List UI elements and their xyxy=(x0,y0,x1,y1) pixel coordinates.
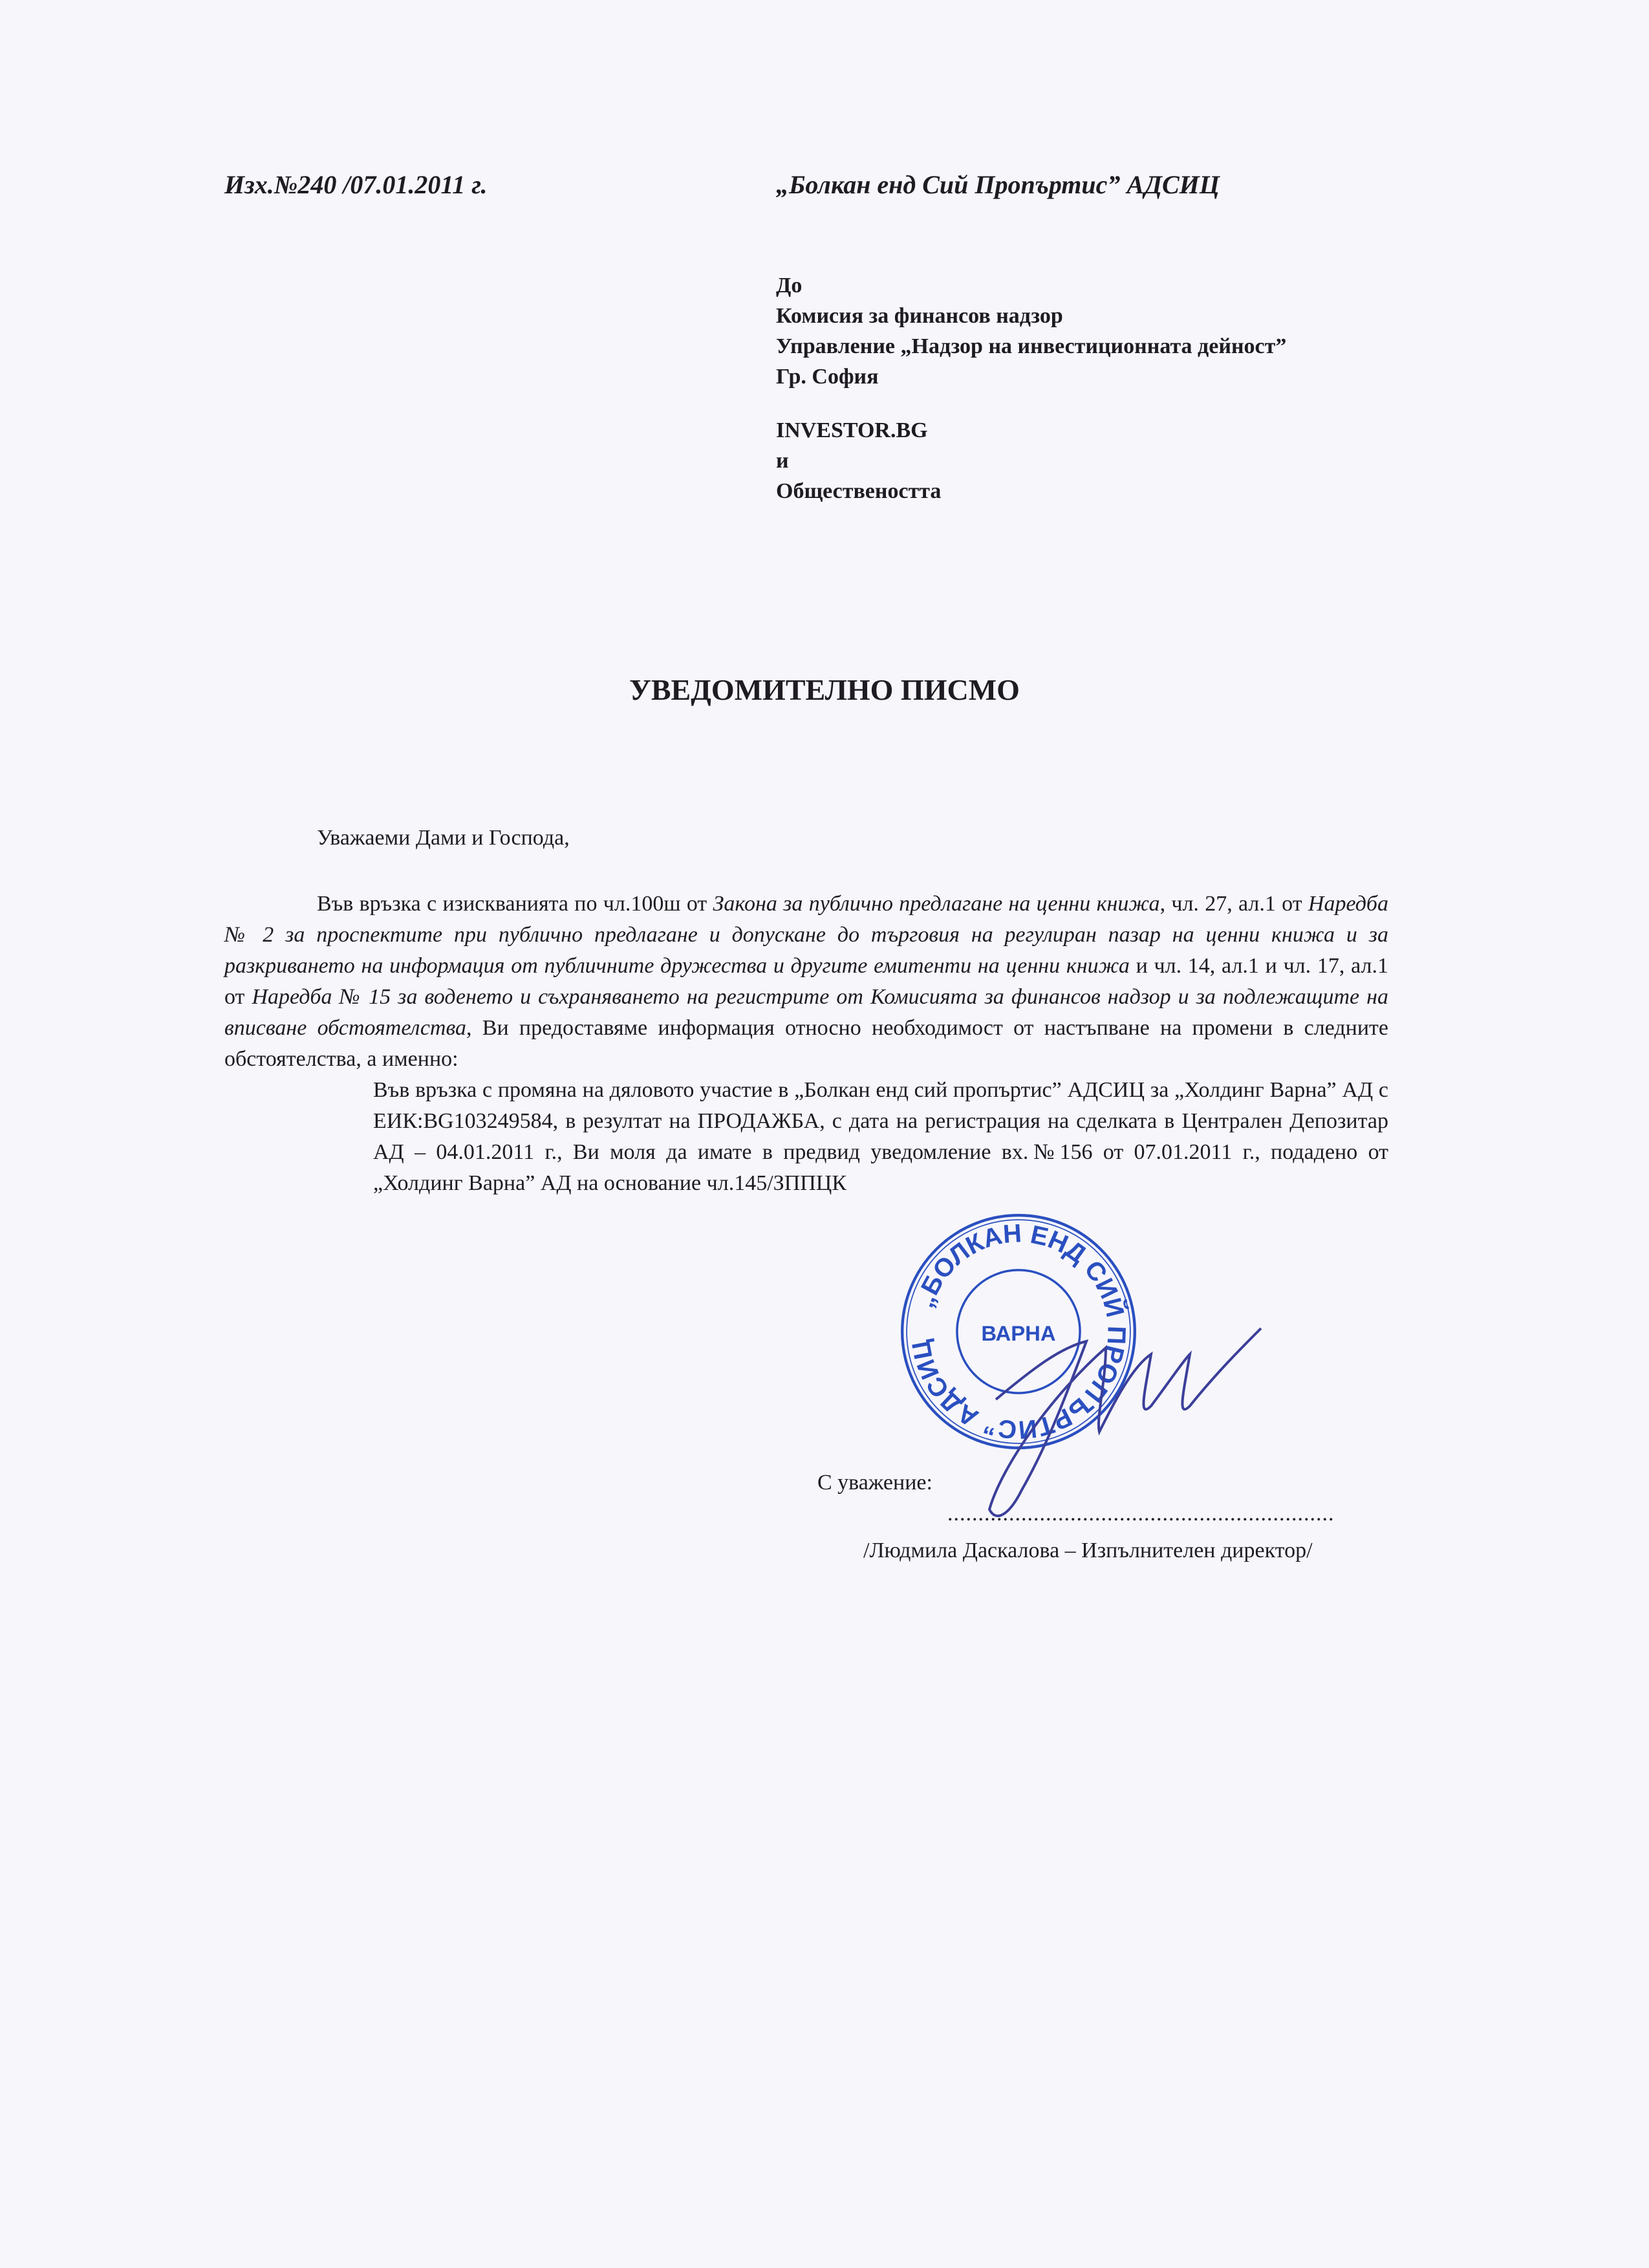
recipient-line: INVESTOR.BG xyxy=(776,418,928,442)
paragraph-text: и чл. 14, ал.1 и чл. 17, ал.1 от xyxy=(224,954,1388,1009)
recipient-block-2 xyxy=(776,415,941,506)
cited-regulation: Наредба № 2 за проспектите при публично предлагане и допускане до търговия на регулиран пазар на ценни книжа и за разкриването на информация от публичните дружества и другите емитенти на ценни книжа xyxy=(224,892,1388,978)
recipient-line: и xyxy=(776,449,789,473)
recipient-line: Управление „Надзор на инвестиционната дейност” xyxy=(776,334,1287,358)
company-name: „Болкан енд Сий Пропъртис” АДСИЦ xyxy=(776,170,1220,199)
notice-paragraph: Във връзка с промяна на дяловото участие в „Болкан енд сий пропъртис” АДСИЦ за „Холдинг Варна” АД с ЕИК:BG103249584, в резултат на ПРОДАЖБА, с дата на регистрация на сделката в Централен Депозитар АД – 04.01.2011 г., Ви моля да имате в предвид уведомление вх.№156 от 07.01.2011 г., подадено от „Холдинг Варна” АД на основание чл.145/ЗППЦК xyxy=(373,1078,1388,1195)
paragraph-text: Във връзка с изискванията по чл.100ш от xyxy=(317,892,713,916)
signatory: /Людмила Даскалова – Изпълнителен директор/ xyxy=(863,1539,1313,1562)
cited-regulation: Закона за публично предлагане на ценни книжа xyxy=(713,892,1160,916)
signature-line: ............................................................... xyxy=(947,1502,1335,1526)
signature-block xyxy=(224,1212,1388,1626)
paragraph-text: , чл. 27, ал.1 от xyxy=(1159,892,1308,916)
paragraph-text: , Ви предоставяме информация относно необходимост от настъпване на промени в следните обстоятелства, а именно: xyxy=(224,1016,1388,1071)
letter-title: УВЕДОМИТЕЛНО ПИСМО xyxy=(629,673,1020,706)
recipient-line: Гр. София xyxy=(776,365,879,389)
outgoing-reference: Изх.№240 /07.01.2011 г. xyxy=(224,170,488,199)
main-paragraph xyxy=(224,889,1388,1075)
recipient-block xyxy=(776,270,1286,392)
recipient-line: Обществеността xyxy=(776,479,942,503)
closing: С уважение: xyxy=(817,1471,932,1495)
greeting: Уважаеми Дами и Господа, xyxy=(317,826,570,850)
stamp-center-text: ВАРНА xyxy=(981,1321,1056,1345)
recipient-line: Комисия за финансов надзор xyxy=(776,304,1063,328)
stamp-ring-text: „БОЛКАН ЕНД СИЙ ПРОПЪРТИС” АДСИЦ xyxy=(907,1219,1131,1444)
letter-body xyxy=(224,823,1388,1626)
cited-regulation: Наредба № 15 за воденето и съхраняването на регистрите от Комисията за финансов надзор и за подлежащите на вписване обстоятелства xyxy=(224,985,1388,1040)
recipient-line: До xyxy=(776,274,803,297)
